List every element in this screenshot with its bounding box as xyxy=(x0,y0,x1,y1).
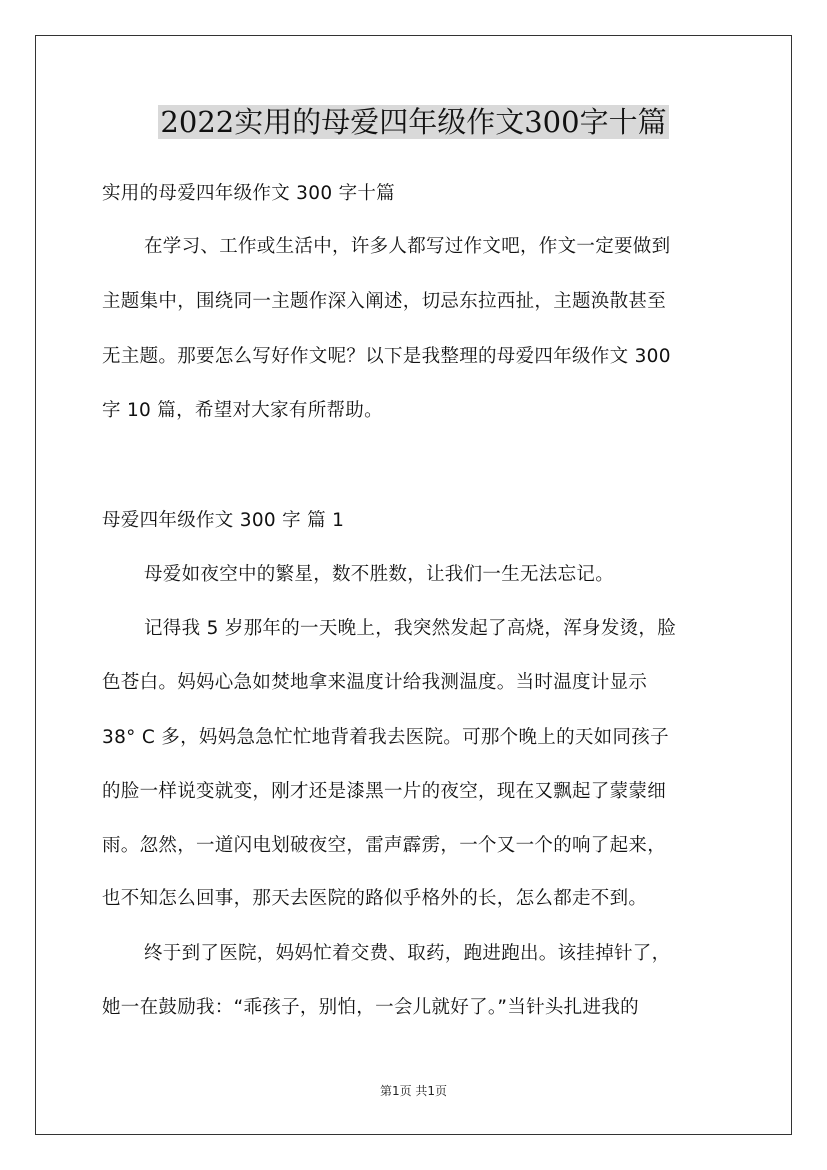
body-line-8: 终于到了医院，妈妈忙着交费、取药，跑进跑出。该挂掉针了， xyxy=(144,943,671,964)
body-line-7: 也不知怎么回事，那天去医院的路似乎格外的长，怎么都走不到。 xyxy=(102,888,648,909)
section-heading: 母爱四年级作文 300 字 篇 1 xyxy=(102,510,345,531)
document-title xyxy=(0,100,827,144)
intro-line-3: 无主题。那要怎么写好作文呢？以下是我整理的母爱四年级作文 300 xyxy=(102,346,671,367)
body-line-3: 色苍白。妈妈心急如焚地拿来温度计给我测温度。当时温度计显示 xyxy=(102,672,648,693)
document-subtitle: 实用的母爱四年级作文 300 字十篇 xyxy=(102,183,395,204)
body-line-2: 记得我 5 岁那年的一天晚上，我突然发起了高烧，浑身发烫，脸 xyxy=(144,618,677,639)
intro-line-2: 主题集中，围绕同一主题作深入阐述，切忌东拉西扯，主题涣散甚至 xyxy=(102,291,667,312)
body-line-5: 的脸一样说变就变，刚才还是漆黑一片的夜空，现在又飘起了蒙蒙细 xyxy=(102,781,667,802)
intro-line-4: 字 10 篇，希望对大家有所帮助。 xyxy=(102,400,383,421)
page-footer: 第1页 共1页 xyxy=(379,1084,448,1098)
body-line-6: 雨。忽然，一道闪电划破夜空，雷声霹雳，一个又一个的响了起来， xyxy=(102,835,667,856)
body-line-4: 38° C 多，妈妈急急忙忙地背着我去医院。可那个晚上的天如同孩子 xyxy=(102,727,669,748)
body-line-9: 她一在鼓励我：“乖孩子，别怕，一会儿就好了。”当针头扎进我的 xyxy=(102,997,639,1018)
document-title-text: 2022实用的母爱四年级作文300字十篇 xyxy=(160,105,667,139)
body-line-1: 母爱如夜空中的繁星，数不胜数，让我们一生无法忘记。 xyxy=(144,564,615,585)
intro-line-1: 在学习、工作或生活中，许多人都写过作文吧，作文一定要做到 xyxy=(144,236,671,257)
